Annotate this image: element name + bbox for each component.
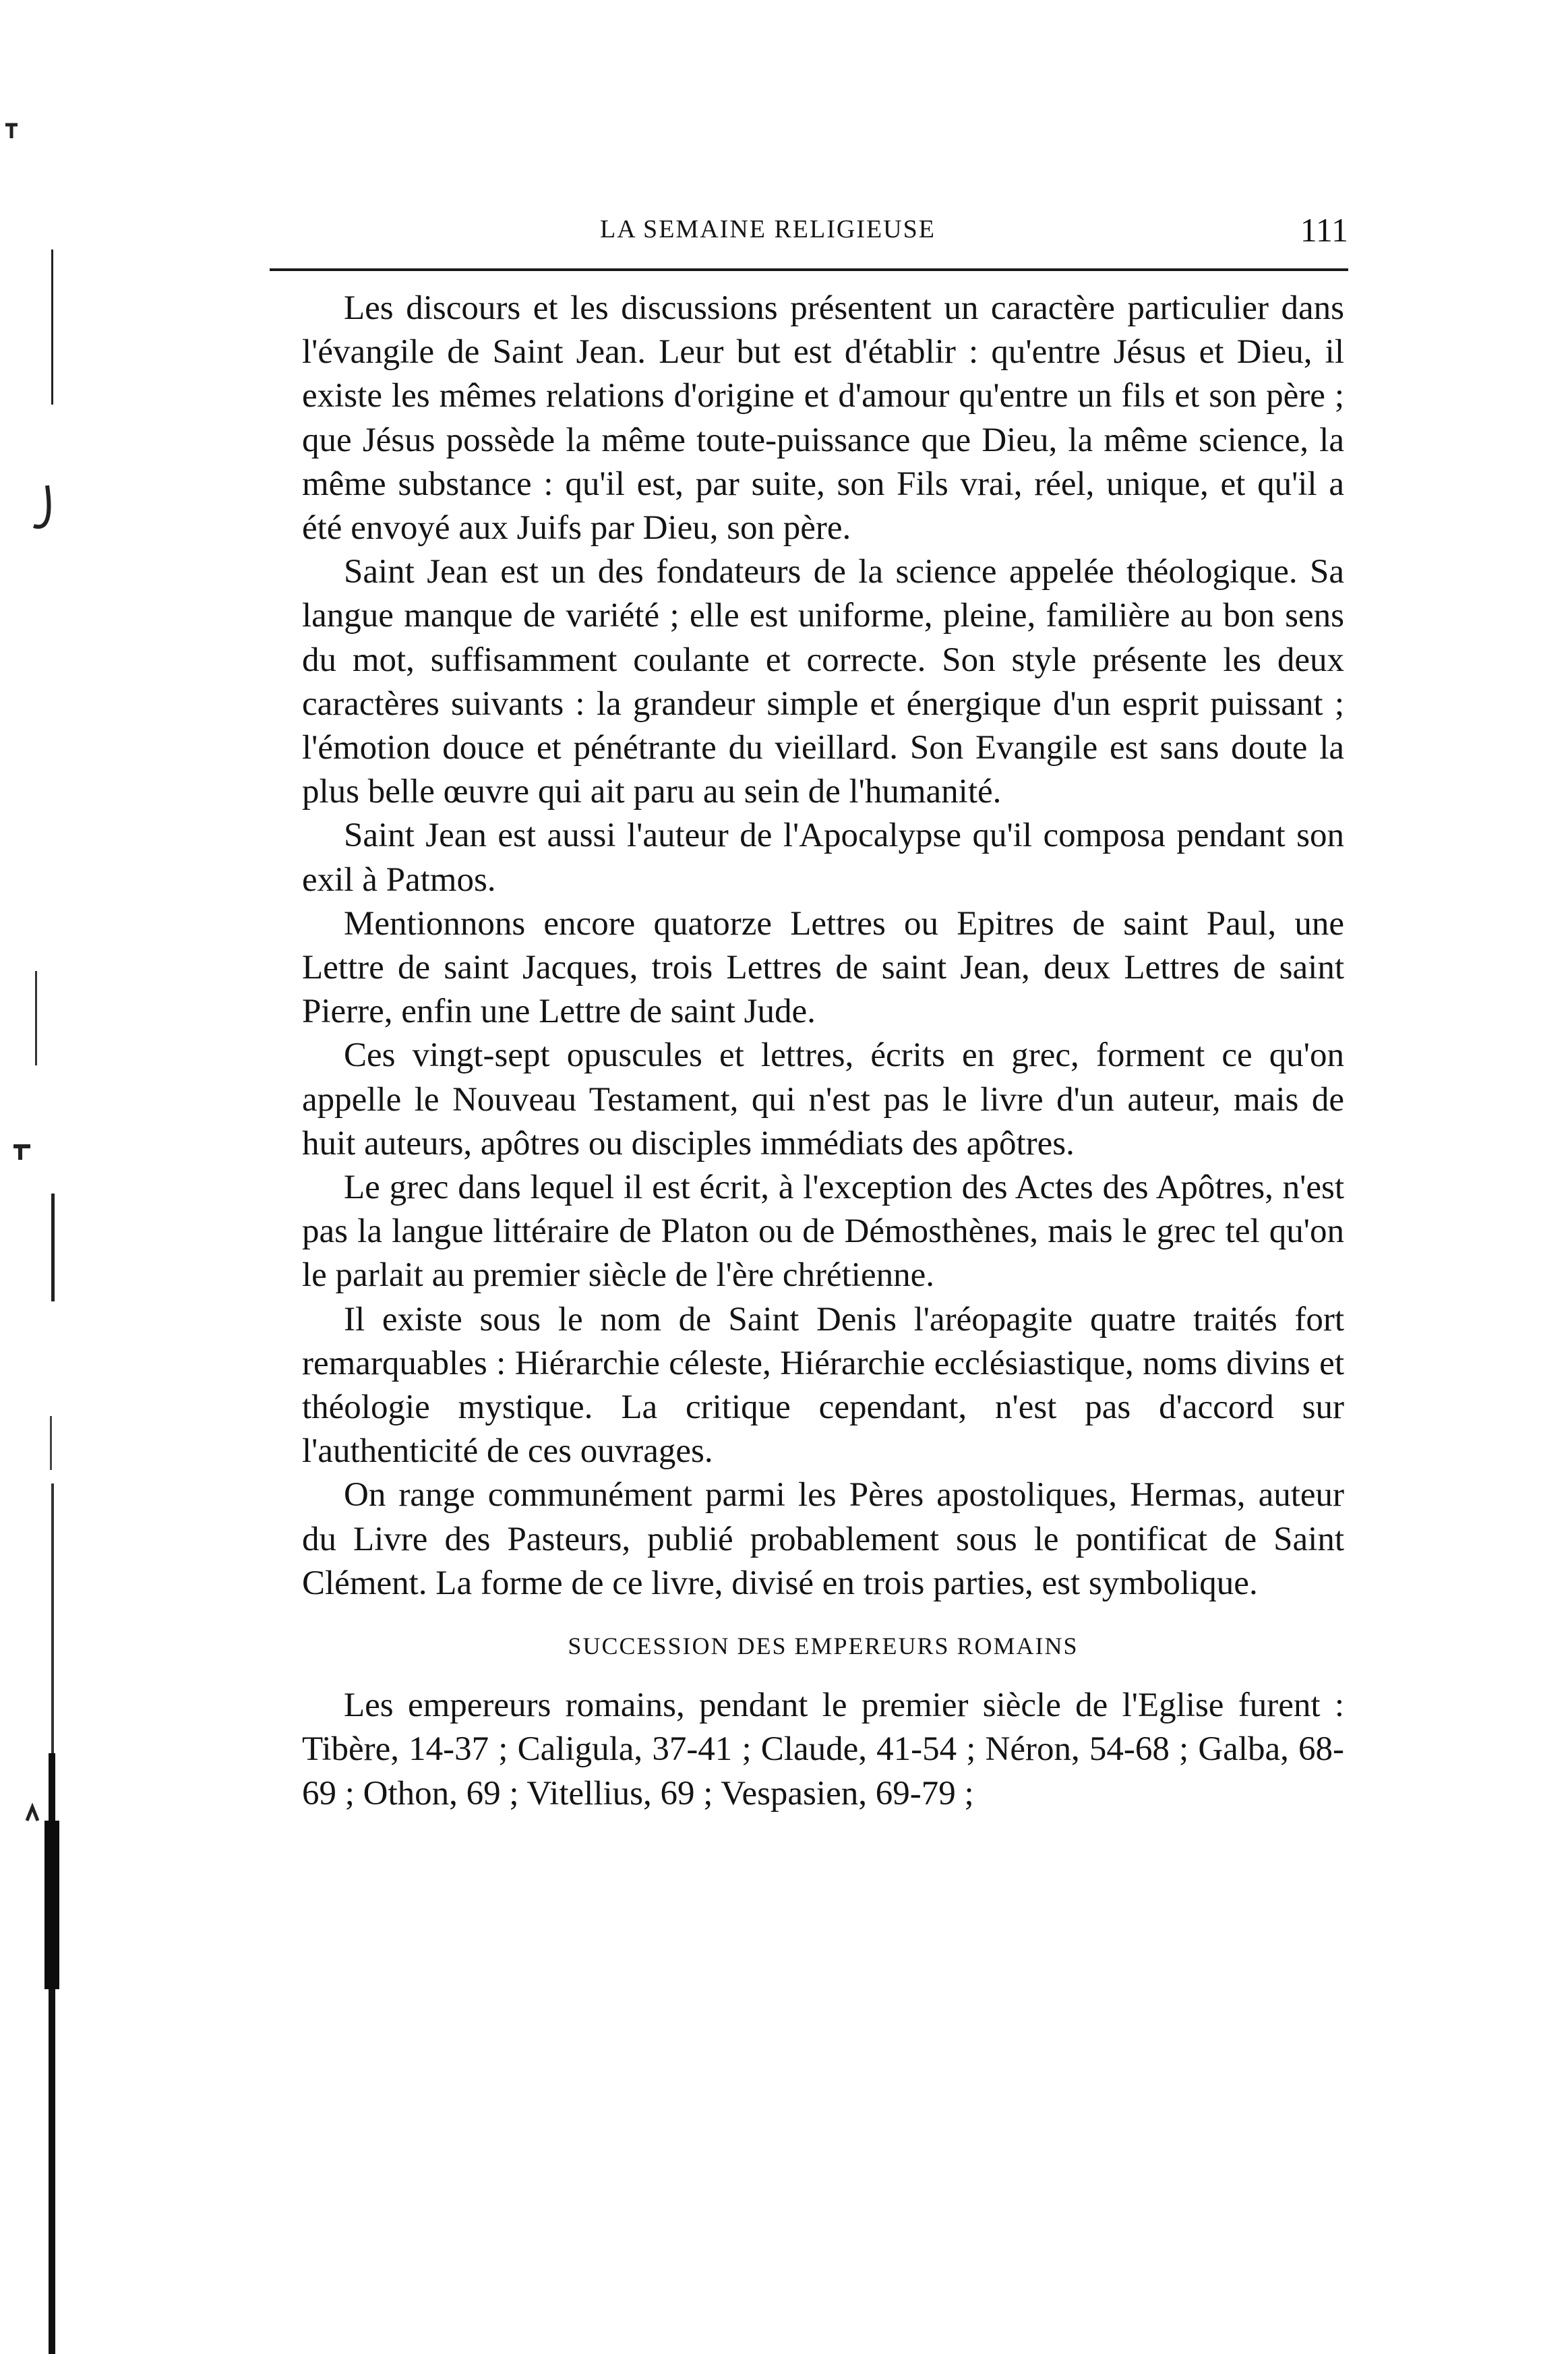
body-text — [302, 287, 1344, 1816]
paragraph: Le grec dans lequel il est écrit, à l'exception des Actes des Apôtres, n'est pas la langue littéraire de Platon ou de Démosthènes, mais le grec tel qu'on le parlait au premier siècle de l'ère chrétienne. — [302, 1169, 1344, 1295]
scan-margin-artifacts — [0, 0, 88, 2354]
paragraph: Saint Jean est un des fondateurs de la science appelée théologique. Sa langue manque de variété ; elle est uniforme, pleine, familière au bon sens du mot, suffisamment coulante et correcte. Son style présente les deux caractères suivants : la grandeur simple et énergique d'un esprit puissant ; l'émotion douce et pénétrante du vieillard. Son Evangile est sans doute la plus belle œuvre qui ait paru au sein de l'humanité. — [302, 553, 1344, 811]
paragraph: Il existe sous le nom de Saint Denis l'aréopagite quatre traités fort remarquables : Hiérarchie céleste, Hiérarchie ecclésiastique, noms divins et théologie mystique. La critique cependant, n'est pas d'accord sur l'authenticité de ces ouvrages. — [302, 1300, 1344, 1471]
paragraph: Les discours et les discussions présentent un caractère particulier dans l'évangile de Saint Jean. Leur but est d'établir : qu'entre Jésus et Dieu, il existe les mêmes relations d'origine et d'amour qu'entre un fils et son père ; que Jésus possède la même toute-puissance que Dieu, la même science, la même substance : qu'il est, par suite, son Fils vrai, réel, unique, et qu'il a été envoyé aux Juifs par Dieu, son père. — [302, 289, 1344, 548]
running-title: LA SEMAINE RELIGIEUSE — [600, 215, 936, 243]
section-heading: SUCCESSION DES EMPEREURS ROMAINS — [568, 1632, 1079, 1660]
page-number: 111 — [1300, 211, 1348, 249]
section-paragraph: Les empereurs romains, pendant le premier siècle de l'Eglise furent : Tibère, 14-37 ; Caligula, 37-41 ; Claude, 41-54 ; Néron, 54-68 ; Galba, 68-69 ; Othon, 69 ; Vitellius, 69 ; Vespasien, 69-79 ; — [302, 1686, 1344, 1813]
paragraph: Saint Jean est aussi l'auteur de l'Apocalypse qu'il composa pendant son exil à Patmos. — [302, 817, 1344, 899]
running-header — [270, 211, 1348, 262]
paragraph: Ces vingt-sept opuscules et lettres, écrits en grec, forment ce qu'on appelle le Nouveau Testament, qui n'est pas le livre d'un auteur, mais de huit auteurs, apôtres ou disciples immédiats des apôtres. — [302, 1036, 1344, 1163]
header-rule — [270, 268, 1348, 271]
paragraph: Mentionnons encore quatorze Lettres ou Epitres de saint Paul, une Lettre de saint Jacques, trois Lettres de saint Jean, deux Lettres de saint Pierre, enfin une Lettre de saint Jude. — [302, 904, 1344, 1031]
paragraph: On range communément parmi les Pères apostoliques, Hermas, auteur du Livre des Pasteurs, publié probablement sous le pontificat de Saint Clément. La forme de ce livre, divisé en trois parties, est symbolique. — [302, 1476, 1344, 1602]
